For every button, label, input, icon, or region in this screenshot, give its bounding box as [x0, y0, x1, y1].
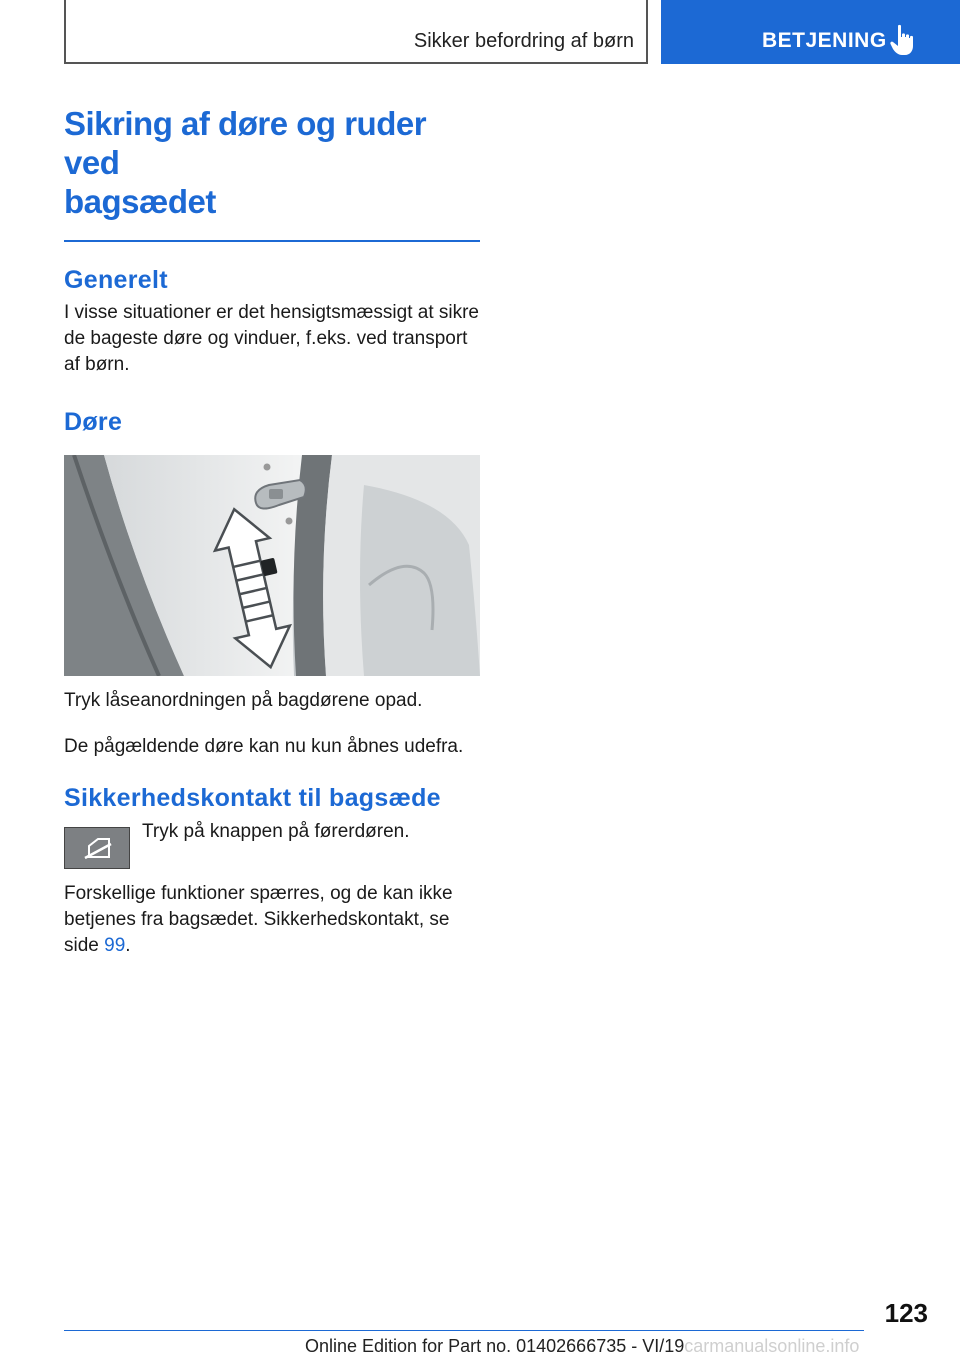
header-section-title: Sikker befordring af børn [413, 30, 634, 52]
footer-edition-text: Online Edition for Part no. 01402666735 - VI/19 [305, 1336, 685, 1356]
paragraph-doors-1: Tryk låseanordningen på bagdørene opad. [64, 690, 423, 711]
door-child-lock-illustration [64, 455, 480, 676]
paragraph-generelt: I visse situationer er det hensigtsmæssigt at sikre de bageste døre og vinduer, f.eks. ved transport af børn. [64, 302, 480, 375]
hand-pointer-icon [889, 24, 917, 56]
content-column [64, 104, 482, 959]
footer-watermark: carmanualsonline.info [684, 1336, 860, 1356]
header-tab-label: BETJENING [762, 29, 887, 52]
heading-sikkerhedskontakt: Sikkerhedskontakt til bagsæde [64, 784, 441, 812]
page-link-99[interactable]: 99 [104, 935, 126, 956]
heading-doere: Døre [64, 408, 123, 436]
header-tab-betjening[interactable] [661, 0, 960, 64]
door-child-lock-figure [64, 455, 480, 676]
paragraph-functions-period: . [125, 935, 131, 956]
page-title [64, 104, 482, 221]
title-divider [64, 240, 480, 242]
paragraph-switch: Tryk på knappen på førerdøren. [142, 821, 410, 842]
window-lock-icon [64, 827, 130, 869]
heading-generelt: Generelt [64, 266, 168, 294]
header-section-box [64, 0, 648, 64]
paragraph-functions-text: Forskellige funktioner spærres, og de kan ikke betjenes fra bagsædet. Sikkerhedskontakt, se side [64, 883, 453, 956]
page-number: 123 [884, 1298, 928, 1328]
page-title-line2: bagsædet [64, 183, 216, 220]
switch-instruction [64, 821, 482, 869]
page-title-line1: Sikring af døre og ruder ved [64, 105, 427, 181]
paragraph-doors-2: De pågældende døre kan nu kun åbnes udefra. [64, 736, 464, 757]
footer-edition [305, 1336, 859, 1357]
paragraph-functions [64, 881, 482, 959]
footer-divider [64, 1330, 864, 1331]
